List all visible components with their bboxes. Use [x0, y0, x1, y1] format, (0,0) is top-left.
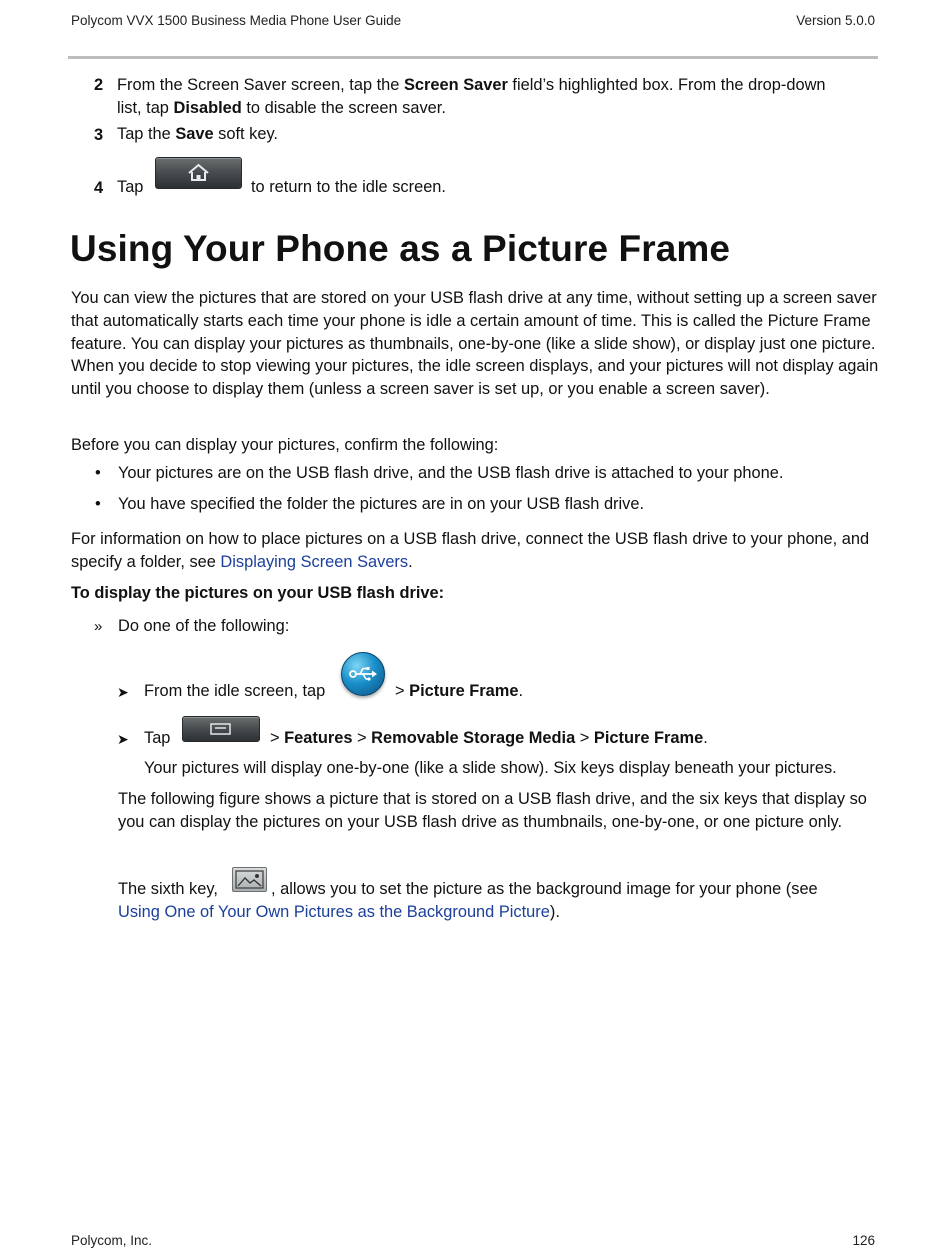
sixth-key-lead: The sixth key, [118, 880, 218, 898]
option-2-path: > Features > Removable Storage Media > Picture Frame. [270, 729, 708, 747]
arrow-bullet: ➤ [117, 684, 129, 700]
header-divider [68, 56, 878, 59]
info-paragraph: For information on how to place pictures on a USB flash drive, connect the USB flash drive to your phone, and specify a folder, see Displaying Screen Savers. [71, 530, 870, 571]
page-number: 126 [852, 1233, 875, 1248]
procedure-title: To display the pictures on your USB flash drive: [71, 584, 445, 602]
option-1-text: From the idle screen, tap [144, 682, 326, 700]
step-4-text: to return to the idle screen. [251, 178, 446, 196]
step-marker: » [94, 618, 103, 635]
step-number: 3 [94, 126, 104, 144]
step-2-text: From the Screen Saver screen, tap the Screen Saver field’s highlighted box. From the drop-down list, tap Disabled to disable the screen saver. [117, 76, 826, 117]
home-key-icon [155, 157, 242, 189]
bullet-item: Your pictures are on the USB flash drive, and the USB flash drive is attached to your phone. [118, 464, 784, 482]
slide-show-note: Your pictures will display one-by-one (like a slide show). Six keys display beneath your pictures. [144, 759, 837, 777]
arrow-bullet: ➤ [117, 731, 129, 747]
home-icon [156, 158, 241, 188]
usb-key-icon [341, 652, 385, 696]
running-header-title: Polycom VVX 1500 Business Media Phone User Guide [71, 13, 402, 28]
bullet-item: You have specified the folder the pictures are in on your USB flash drive. [118, 495, 645, 513]
picture-icon [233, 868, 266, 891]
set-background-key-icon [232, 867, 267, 892]
background-link-line: Using One of Your Own Pictures as the Background Picture). [118, 903, 560, 921]
footer-company: Polycom, Inc. [71, 1233, 153, 1248]
menu-key-icon [182, 716, 260, 742]
bullet-dot: • [95, 495, 101, 513]
sixth-key-text: , allows you to set the picture as the background image for your phone (see [271, 880, 818, 898]
intro-paragraph: You can view the pictures that are stored on your USB flash drive at any time, without setting up a screen saver that automatically starts each time your phone is idle a certain amount of time. This is called the Picture Frame feature. You can display your pictures as thumbnails, one-by-one (like a slide show), or display just one picture. When you decide to stop viewing your pictures, the idle screen displays, and your pictures will not display again until you choose to display them (unless a screen saver is set up, or you enable a screen saver). [71, 289, 879, 399]
step-4-tap: Tap [117, 178, 144, 196]
running-header-version: Version 5.0.0 [796, 13, 875, 28]
background-picture-link[interactable]: Using One of Your Own Pictures as the Background Picture [118, 903, 550, 921]
prerequisite-intro: Before you can display your pictures, confirm the following: [71, 436, 499, 454]
bullet-dot: • [95, 464, 101, 482]
figure-note: The following figure shows a picture that is stored on a USB flash drive, and the six keys that display so you can display the pictures on your USB flash drive as thumbnails, one-by-one, or one picture only. [118, 790, 867, 831]
option-1-destination: > Picture Frame. [395, 682, 524, 700]
option-2-tap: Tap [144, 729, 171, 747]
usb-icon [342, 653, 384, 695]
step-number: 2 [94, 76, 104, 94]
menu-icon [183, 717, 259, 741]
section-heading: Using Your Phone as a Picture Frame [70, 228, 731, 269]
step-3-text: Tap the Save soft key. [117, 125, 278, 143]
displaying-screen-savers-link[interactable]: Displaying Screen Savers [220, 552, 409, 571]
step-number: 4 [94, 179, 104, 197]
do-one-text: Do one of the following: [118, 617, 290, 635]
